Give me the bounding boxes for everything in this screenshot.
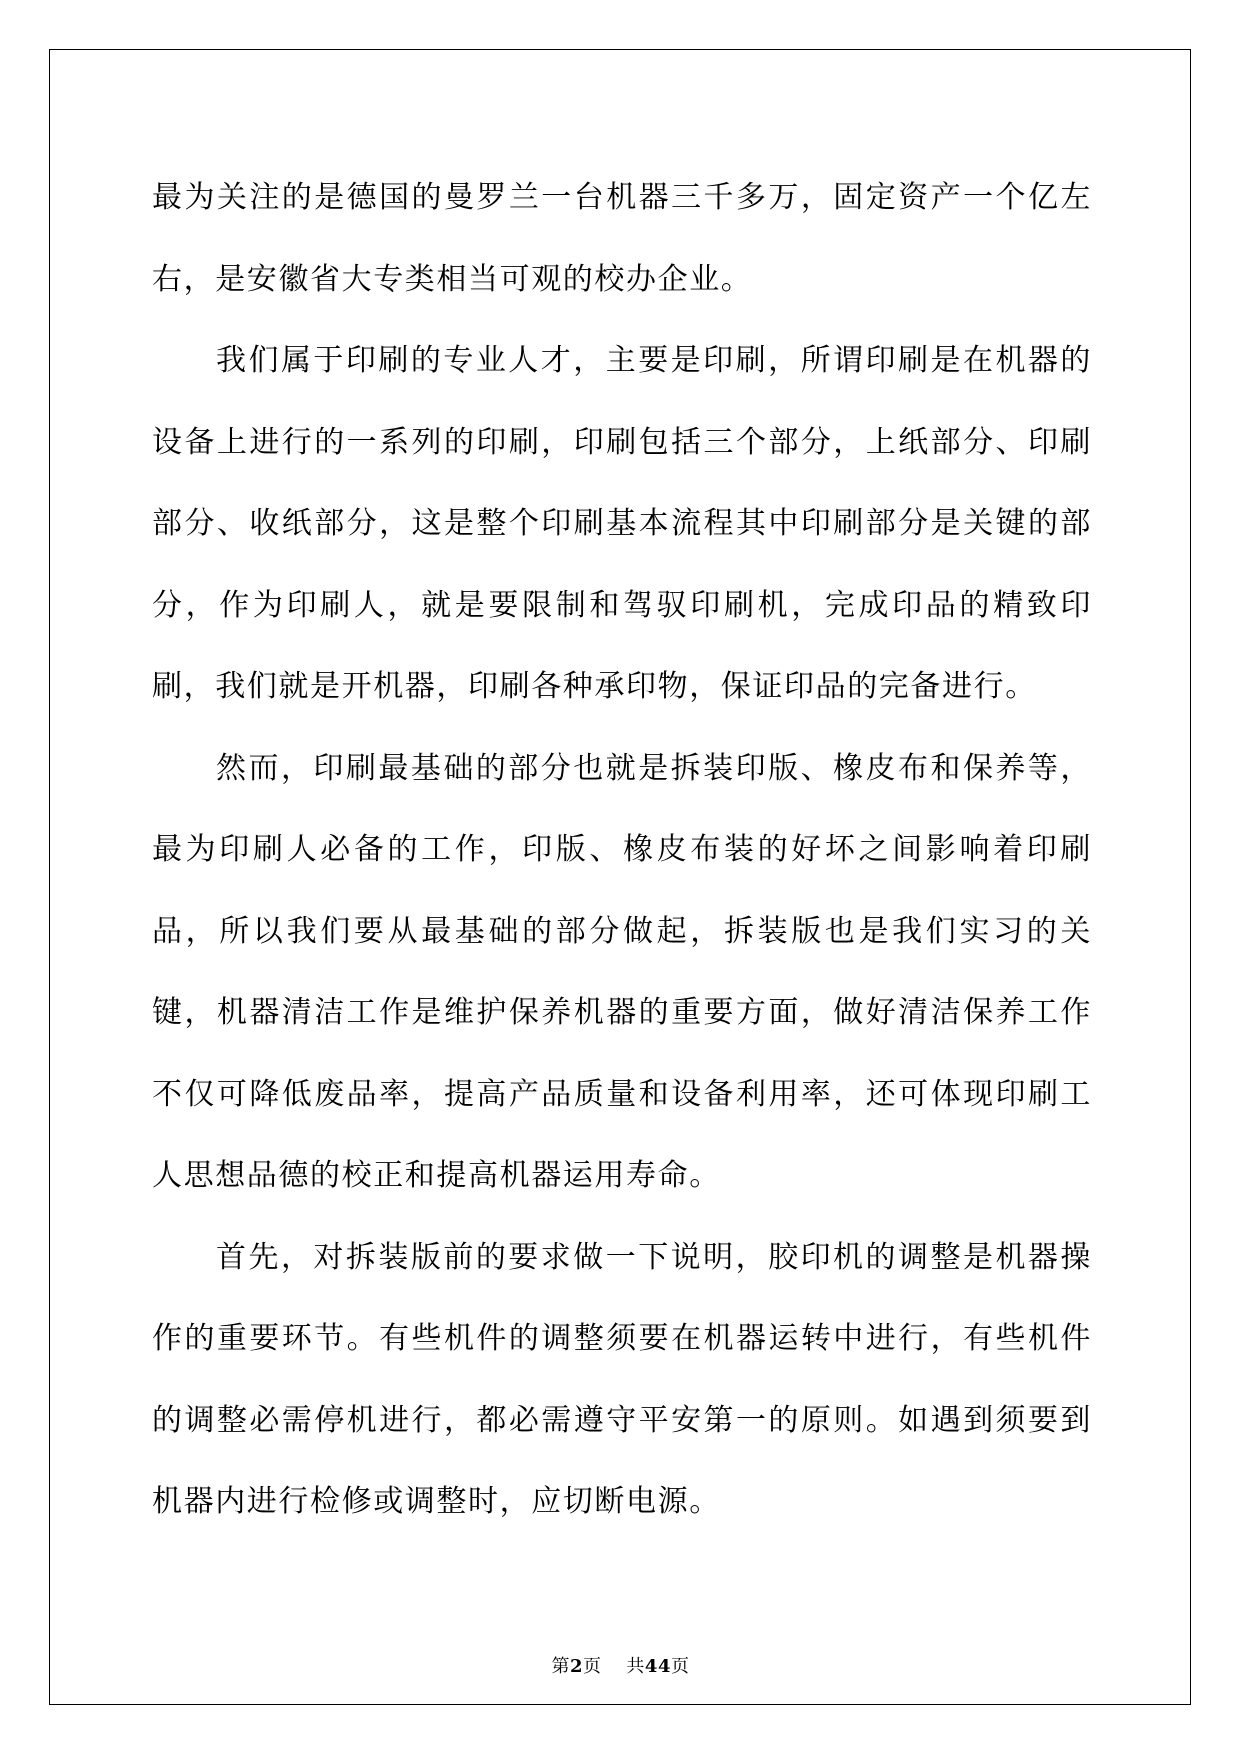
page-suffix: 页 [583,1656,602,1677]
paragraph-2: 我们属于印刷的专业人才，主要是印刷，所谓印刷是在机器的设备上进行的一系列的印刷，印刷包括三个部分，上纸部分、印刷部分、收纸部分，这是整个印刷基本流程其中印刷部分是关键的部分，作为印刷人，就是要限制和驾驭印刷机，完成印品的精致印刷，我们就是开机器，印刷各种承印物，保证印品的完备进行。 [152,343,1092,704]
paragraph-4: 首先，对拆装版前的要求做一下说明，胶印机的调整是机器操作的重要环节。有些机件的调整须要在机器运转中进行，有些机件的调整必需停机进行，都必需遵守平安第一的原则。如遇到须要到机器内进行检修或调整时，应切断电源。 [152,1239,1092,1519]
total-prefix: 共 [626,1656,645,1677]
paragraph-1: 最为关注的是德国的曼罗兰一台机器三千多万，固定资产一个亿左右，是安徽省大专类相当可观的校办企业。 [152,180,1092,297]
document-body [152,157,1092,1543]
page-footer [0,1652,1241,1678]
paragraph-3: 然而，印刷最基础的部分也就是拆装印版、橡皮布和保养等，最为印刷人必备的工作，印版、橡皮布装的好坏之间影响着印刷品，所以我们要从最基础的部分做起，拆装版也是我们实习的关键，机器清洁工作是维护保养机器的重要方面，做好清洁保养工作不仅可降低废品率，提高产品质量和设备利用率，还可体现印刷工人思想品德的校正和提高机器运用寿命。 [152,750,1092,1193]
page-number: 2 [570,1656,584,1677]
total-pages: 44 [644,1656,671,1677]
page-prefix: 第 [551,1656,570,1677]
total-suffix: 页 [670,1656,690,1677]
